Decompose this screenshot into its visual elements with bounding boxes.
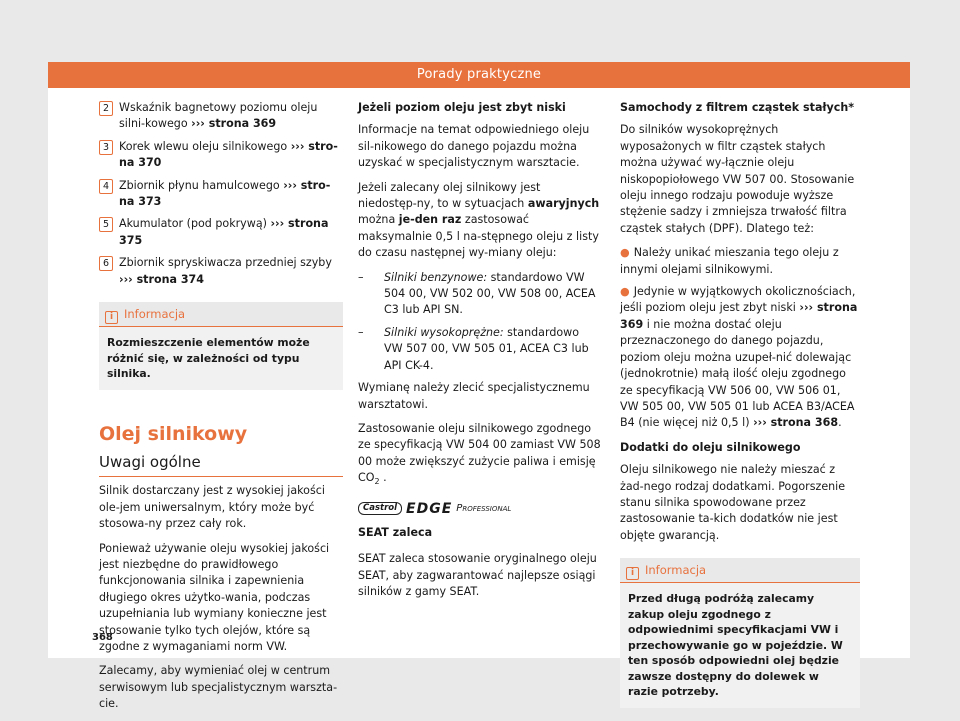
item-number-badge: 4 — [99, 179, 113, 194]
subsection-title: Uwagi ogólne — [99, 454, 343, 477]
subheading: SEAT zaleca — [358, 525, 433, 539]
info-box-body: Przed długą podróżą zalecamy zakup oleju zgodnego z odpowiednimi specyfikacjami VW i przechowywanie go w pojeździe. W ten sposób odpowiedni olej będzie zawsze dostępny do dolewek w razie potrzeby. — [620, 583, 860, 708]
info-box-header: i Informacja — [99, 302, 343, 327]
middle-column — [358, 100, 601, 608]
item-number-badge: 6 — [99, 256, 113, 271]
page-reference-link[interactable]: ››› stro-na 373 — [119, 178, 331, 209]
info-icon: i — [626, 567, 639, 580]
bullet-icon: ● — [620, 285, 630, 299]
right-column — [620, 100, 860, 708]
paragraph: Wymianę należy zlecić specjalistycznemu warsztatowi. — [358, 381, 590, 411]
page-number: 368 — [92, 632, 113, 643]
item-number-badge: 3 — [99, 140, 113, 155]
subheading: Samochody z filtrem cząstek stałych* — [620, 101, 855, 114]
item-number-badge: 5 — [99, 217, 113, 232]
page-reference-link[interactable]: ››› stro-na 370 — [119, 139, 338, 170]
list-item: 6 Zbiornik spryskiwacza przedniej szyby ››› strona 374 — [99, 255, 343, 288]
list-item: 3 Korek wlewu oleju silnikowego ››› stro-na 370 — [99, 139, 343, 172]
list-item: 5 Akumulator (pod pokrywą) ››› strona 375 — [99, 216, 343, 249]
bullet-icon: ● — [620, 246, 630, 260]
section-title: Olej silnikowy — [99, 422, 248, 445]
page-reference-link[interactable]: ››› strona 369 — [191, 117, 277, 131]
info-box — [620, 558, 860, 708]
paragraph: Jeżeli zalecany olej silnikowy jest niedostęp-ny, to w sytuacjach awaryjnych można je-den raz zastosować maksymalnie 0,5 l na-stępnego oleju z listy do czasu następnej wy-miany oleju: — [358, 180, 600, 260]
info-box-header: i Informacja — [620, 558, 860, 583]
subheading: Jeżeli poziom oleju jest zbyt niski — [358, 101, 566, 114]
page-reference-link[interactable]: ››› strona 375 — [119, 217, 329, 247]
paragraph: Zalecamy, aby wymieniać olej w centrum serwisowym lub specjalistycznym warszta-cie. — [99, 664, 338, 711]
castrol-brand: Castrol — [358, 502, 402, 515]
castrol-edge-logo — [358, 501, 601, 517]
bullet-item: ● Należy unikać mieszania tego oleju z innymi olejami silnikowymi. — [620, 246, 839, 276]
list-item: 4 Zbiornik płynu hamulcowego ››› stro-na 373 — [99, 178, 343, 211]
paragraph: Silnik dostarczany jest z wysokiej jakości ole-jem uniwersalnym, który może być stosowa-ny przez cały rok. — [99, 484, 325, 531]
subheading: Dodatki do oleju silnikowego — [620, 440, 801, 454]
paragraph: Informacje na temat odpowiedniego oleju sil-nikowego do danego pojazdu można uzyskać w specjalistycznym warsztacie. — [358, 123, 590, 170]
paragraph: SEAT zaleca stosowanie oryginalnego oleju SEAT, aby zagwarantować najlepsze osiągi silników z gamy SEAT. — [358, 552, 597, 598]
info-icon: i — [105, 311, 118, 324]
paragraph: Zastosowanie oleju silnikowego zgodnego ze specyfikacją VW 504 00 zamiast VW 508 00 może zwiększyć zużycie paliwa i emisję $CO_2$ . — [358, 421, 601, 487]
professional-wordmark: Professional — [456, 502, 512, 514]
edge-wordmark: EDGE — [406, 500, 453, 517]
list-item: 2 Wskaźnik bagnetowy poziomu oleju silni-kowego ››› strona 369 — [99, 100, 343, 133]
left-column — [99, 100, 343, 721]
page-header: Porady praktyczne — [48, 62, 910, 88]
page-reference-link[interactable]: ››› strona 368 — [753, 416, 839, 430]
paragraph: Do silników wysokoprężnych wyposażonych w filtr cząstek stałych można używać wy-łącznie oleju niskopopiołowego VW 507 00. Stosowanie oleju innego rodzaju powoduje wyższe stężenie sadzy i zmniejsza trwałość filtra cząstek stałych (DPF). Dlatego też: — [620, 123, 855, 235]
bullet-item: ● Jedynie w wyjątkowych okolicznościach, jeśli poziom oleju jest zbyt niski ››› strona 369 i nie można dostać oleju przeznaczonego do danego pojazdu, poziom oleju można uzupeł-nić dolewając (jednokrotnie) małą ilość oleju zgodnego ze specyfikacją VW 506 00, VW 506 01, VW 505 00, VW 505 01 lub ACEA B3/ACEA B4 (nie więcej niż 0,5 l) ››› strona 368. — [620, 285, 858, 430]
page-reference-link[interactable]: ››› strona 374 — [119, 272, 204, 286]
info-box — [99, 302, 343, 390]
item-number-badge: 2 — [99, 101, 113, 116]
list-item: – Silniki benzynowe: standardowo VW 504 00, VW 502 00, VW 508 00, ACEA C3 lub API SN. — [358, 270, 601, 319]
paragraph: Ponieważ używanie oleju wysokiej jakości jest niezbędne do prawidłowego funkcjonowania silnika i zapewnienia długiego okres użytko-wania, podczas uzupełniania lub wymiany konieczne jest stosowanie tylko tych olejów, które są zgodne z wymaganiami norm VW. — [99, 541, 330, 654]
page-reference-link[interactable]: ››› strona 369 — [620, 301, 858, 331]
list-item: – Silniki wysokoprężne: standardowo VW 507 00, VW 505 01, ACEA C3 lub API CK-4. — [358, 325, 601, 374]
paragraph: Oleju silnikowego nie należy mieszać z żad-nego rodzaj dodatkami. Pogorszenie stanu silnika spowodowane przez zastosowanie ta-kich dodatków nie jest objęte gwarancją. — [620, 463, 846, 542]
info-box-body: Rozmieszczenie elementów może różnić się, w zależności od typu silnika. — [99, 327, 343, 390]
